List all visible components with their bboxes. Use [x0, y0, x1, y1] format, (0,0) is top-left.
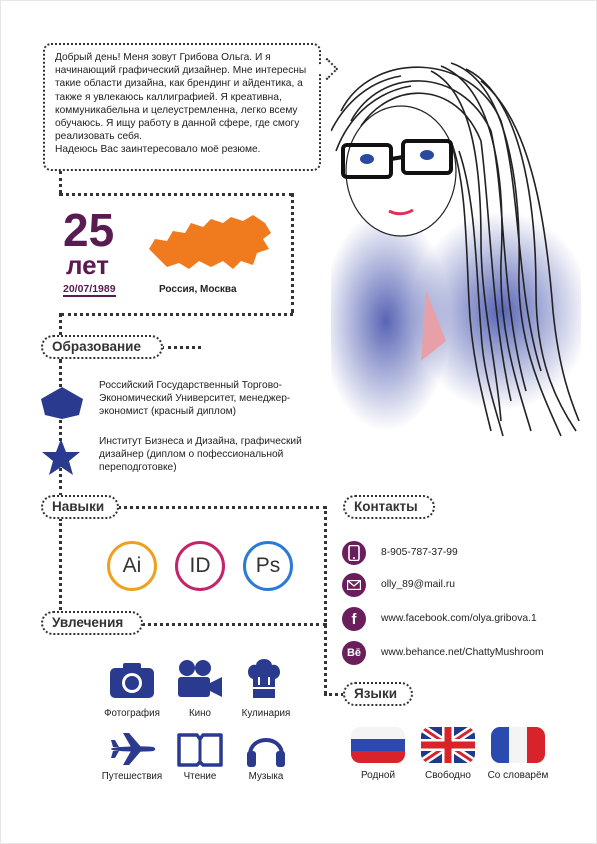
chef-hat-icon	[247, 657, 281, 699]
hobby-label-cinema: Кино	[188, 708, 212, 719]
date-of-birth: 20/07/1989	[63, 283, 116, 295]
airplane-icon	[109, 731, 157, 767]
phone-icon	[342, 541, 366, 565]
hobbies-heading: Увлечения	[41, 611, 143, 635]
language-label-fluent: Свободно	[425, 770, 471, 781]
hobby-label-music: Музыка	[248, 771, 284, 782]
location-text: Россия, Москва	[159, 284, 237, 295]
education-item-2: Институт Бизнеса и Дизайна, графический дизайнер (диплом о пофессиональной переподготовке)	[99, 436, 302, 473]
connector-line	[324, 506, 327, 694]
uk-flag-icon	[421, 727, 475, 763]
behance-icon: Bē	[342, 641, 366, 665]
skills-heading: Навыки	[41, 495, 119, 519]
photoshop-skill-icon: Ps	[243, 541, 293, 591]
book-icon	[177, 731, 223, 767]
age-number: 25	[63, 204, 115, 256]
connector-line	[141, 623, 327, 626]
connector-line	[59, 518, 62, 616]
hobby-label-reading: Чтение	[183, 771, 217, 782]
connector-line	[59, 193, 293, 196]
france-flag-icon	[491, 727, 545, 763]
connector-line	[117, 506, 327, 509]
facebook-icon: f	[342, 607, 366, 631]
mail-icon	[342, 573, 366, 597]
camera-icon	[109, 661, 155, 699]
indesign-skill-icon: ID	[175, 541, 225, 591]
connector-line	[161, 346, 201, 349]
intro-closing: Надеюсь Вас заинтересовало моё резюме.	[55, 144, 261, 156]
age-unit: лет	[66, 250, 110, 280]
phone-number[interactable]: 8-905-787-37-99	[381, 547, 458, 558]
contacts-heading: Контакты	[343, 495, 435, 519]
russia-map-icon	[145, 209, 275, 279]
illustrator-skill-icon: Ai	[107, 541, 157, 591]
connector-line	[291, 193, 294, 313]
film-camera-icon	[177, 659, 223, 699]
languages-heading: Языки	[343, 682, 413, 706]
education-item-1: Российский Государственный Торгово-Экономический Университет, менеджер-экономист (красный диплом)	[99, 380, 291, 417]
email-link[interactable]: olly_89@mail.ru	[381, 579, 455, 590]
headphones-icon	[245, 729, 287, 769]
language-label-native: Родной	[360, 770, 396, 781]
intro-text: Добрый день! Меня зовут Грибова Ольга. И я начинающий графический дизайнер. Мне интересны такие области дизайна, как брендинг и айдентика, а также я увлекаюсь каллиграфией. Я креативна, коммуникабельна и целеустремленна, легко всему обучаюсь. Я ищу работу в данной сфере, где смогу реализовать себя.	[55, 52, 307, 143]
graduation-cap-icon	[39, 385, 85, 421]
connector-line	[59, 171, 62, 193]
intro-bubble	[43, 43, 321, 171]
language-label-dictionary: Со словарём	[487, 770, 549, 781]
behance-link[interactable]: www.behance.net/ChattyMushroom	[381, 647, 544, 658]
russia-flag-icon	[351, 727, 405, 763]
connector-line	[61, 313, 293, 316]
facebook-link[interactable]: www.facebook.com/olya.gribova.1	[381, 613, 537, 624]
connector-line	[324, 693, 344, 696]
education-heading: Образование	[41, 335, 163, 359]
star-icon	[41, 437, 81, 477]
portrait-illustration	[331, 41, 581, 441]
hobby-label-travel: Путешествия	[101, 771, 163, 782]
hobby-label-cooking: Кулинария	[241, 708, 291, 719]
hobby-label-photo: Фотография	[104, 708, 160, 719]
